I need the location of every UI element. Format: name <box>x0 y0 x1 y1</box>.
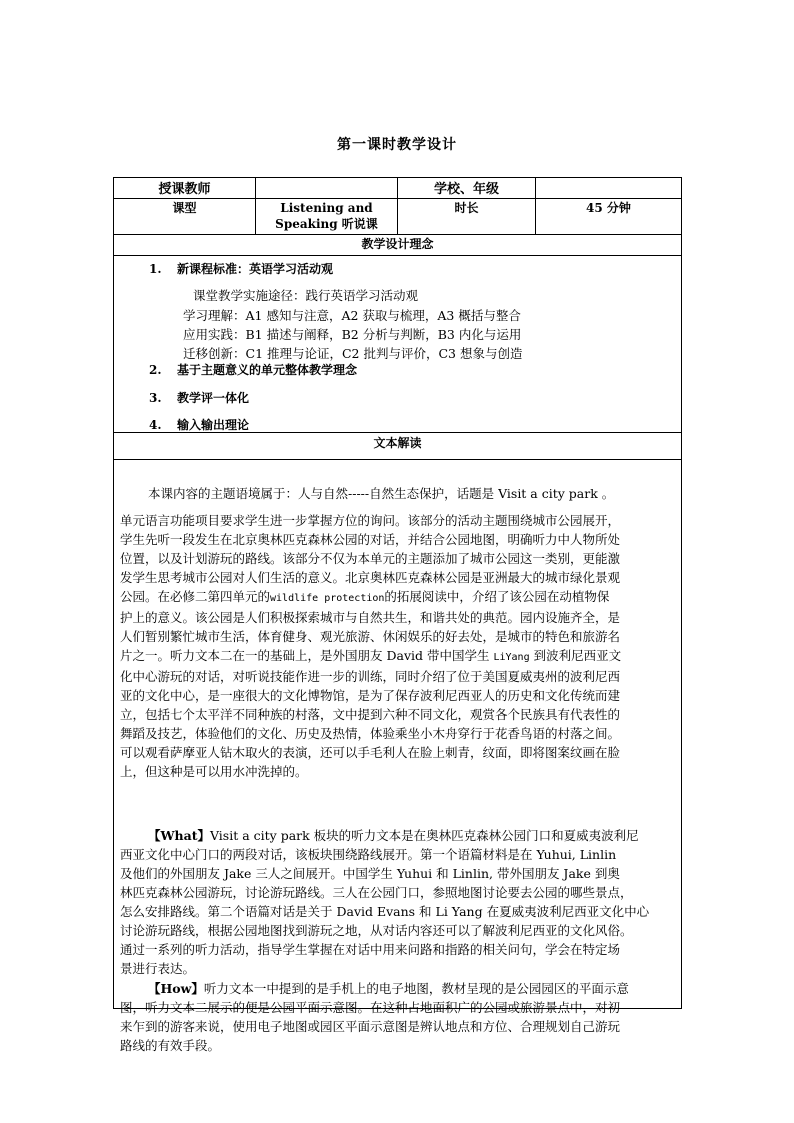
item-text: 输入输出理论 <box>177 418 250 432</box>
text-line: 通过一系列的听力活动，指导学生掌握在对话中用来问路和指路的相关问句，学会在特定场 <box>120 942 621 957</box>
text-line: 景进行表达。 <box>120 961 196 976</box>
text-line: 上，但这种是可以用水冲洗掉的。 <box>120 764 308 779</box>
page-title: 第一课时教学设计 <box>337 137 457 153</box>
lesson-type-label: 课型 <box>114 199 256 235</box>
duration-value: 45 分钟 <box>536 199 682 235</box>
philosophy-sub-line: 应用实践：B1 描述与阐释，B2 分析与判断，B3 内化与运用 <box>183 327 522 342</box>
text-fragment: 片之一。听力文本二在一的基础上，是外国朋友 David 带中国学生 <box>120 648 494 663</box>
table-row <box>114 433 682 460</box>
text-analysis-content <box>114 460 682 1053</box>
what-paragraph <box>120 826 676 978</box>
table-row <box>114 460 682 1009</box>
school-grade-label: 学校、年级 <box>398 178 536 199</box>
philosophy-sub-line: 迁移创新：C1 推理与论证，C2 批判与评价，C3 想象与创造 <box>183 346 523 361</box>
text-line: 护上的意义。该公园是人们积极探索城市与自然共生，和谐共处的典范。园内设施齐全，是 <box>120 610 621 625</box>
table-row <box>114 256 682 433</box>
liyang-term: LiYang <box>493 652 530 663</box>
item-number: 2. <box>149 363 162 377</box>
how-label: 【How】 <box>148 981 204 996</box>
text-line: 发学生思考城市公园对人们生活的意义。北京奥林匹克森林公园是亚洲最大的城市绿化景观 <box>120 570 621 585</box>
item-text: 基于主题意义的单元整体教学理念 <box>177 363 358 377</box>
lesson-type-value <box>256 199 398 235</box>
text-line: 亚的文化中心，是一座很大的文化博物馆，是为了保存波利尼西亚人的历史和文化传统而建 <box>120 688 621 703</box>
text-line <box>120 587 676 608</box>
text-fragment: 的拓展阅读中，介绍了该公园在动植物保 <box>384 589 610 604</box>
text-line: 讨论游玩路线，根据公园地图找到游玩之地，从对话内容还可以了解波利尼西亚的文化风俗。 <box>120 923 633 938</box>
table-row <box>114 178 682 199</box>
text-line: 怎么安排路线。第二个语篇对话是关于 David Evans 和 Li Yang 在夏威夷波利尼西亚文化中心 <box>120 904 650 919</box>
school-grade-value <box>536 178 682 199</box>
lesson-design-table <box>113 177 682 1053</box>
text-fragment: 到波利尼西亚文 <box>529 648 622 663</box>
paragraph-1 <box>120 511 676 781</box>
text-fragment: Visit a city park 板块的听力文本是在奥林匹克森林公园门口和夏威夷波利尼 <box>210 828 639 843</box>
lesson-type-line2: Speaking 听说课 <box>275 217 378 231</box>
text-line: 来乍到的游客来说，使用电子地图或园区平面示意图是辨认地点和方位、合理规划自己游玩 <box>120 1019 621 1034</box>
text-line: 图，听力文本二展示的便是公园平面示意图。在这种占地面积广的公园或旅游景点中，对初 <box>120 1000 621 1015</box>
text-line <box>120 646 676 667</box>
text-line: 位置，以及计划游玩的路线。该部分不仅为本单元的主题添加了城市公园这一类别，更能激 <box>120 551 621 566</box>
philosophy-item <box>149 361 357 378</box>
philosophy-sub-line: 学习理解：A1 感知与注意，A2 获取与梳理，A3 概括与整合 <box>183 308 521 323</box>
text-line: 西亚文化中心门口的两段对话，该板块围绕路线展开。第一个语篇材料是在 Yuhui, Linlin <box>120 847 617 862</box>
text-line: 立，包括七个太平洋不同种族的村落，文中提到六种不同文化，观赏各个民族具有代表性的 <box>120 707 621 722</box>
philosophy-content <box>114 256 682 433</box>
duration-label: 时长 <box>398 199 536 235</box>
philosophy-item <box>149 389 249 406</box>
philosophy-sub-line: 课堂教学实施途径：践行英语学习活动观 <box>193 288 419 303</box>
item-number: 4. <box>149 418 162 432</box>
text-line <box>120 979 676 998</box>
intro-paragraph: 本课内容的主题语境属于：人与自然-----自然生态保护，话题是 Visit a city park 。 <box>148 486 615 501</box>
text-line: 及他们的外国朋友 Jake 三人之间展开。中国学生 Yuhui 和 Linlin, 带外国朋友 Jake 到奥 <box>120 866 620 881</box>
teacher-label: 授课教师 <box>114 178 256 199</box>
philosophy-title: 教学设计理念 <box>114 235 682 256</box>
text-fragment: 公园。在必修二第四单元的 <box>120 589 271 604</box>
text-line <box>120 826 676 845</box>
text-fragment: 听力文本一中提到的是手机上的电子地图，教材呈现的是公园园区的平面示意 <box>203 981 629 996</box>
table-row <box>114 199 682 235</box>
text-line: 林匹克森林公园游玩，讨论游玩路线。三人在公园门口，参照地图讨论要去公园的哪些景点， <box>120 885 633 900</box>
text-line: 人们暂别繁忙城市生活，体育健身、观光旅游、休闲娱乐的好去处，是城市的特色和旅游名 <box>120 629 621 644</box>
how-paragraph <box>120 979 676 1055</box>
text-line: 路线的有效手段。 <box>120 1038 221 1053</box>
table-row <box>114 235 682 256</box>
text-line: 化中心游玩的对话，对听说技能作进一步的训练，同时介绍了位于美国夏威夷州的波利尼西 <box>120 669 621 684</box>
item-number: 3. <box>149 391 162 405</box>
text-line: 舞蹈及技艺，体验他们的文化、历史及热情，体验乘坐小木舟穿行于花香鸟语的村落之间。 <box>120 726 621 741</box>
item-number: 1. <box>149 262 162 276</box>
teacher-value <box>256 178 398 199</box>
lesson-type-line1: Listening and <box>280 201 373 215</box>
text-line: 单元语言功能项目要求学生进一步掌握方位的询问。该部分的活动主题围绕城市公园展开， <box>120 513 621 528</box>
what-label: 【What】 <box>148 828 210 843</box>
philosophy-item <box>149 416 249 433</box>
item-text: 新课程标准：英语学习活动观 <box>177 262 334 276</box>
philosophy-item <box>149 260 333 277</box>
text-line: 学生先听一段发生在北京奥林匹克森林公园的对话，并结合公园地图，明确听力中人物所处 <box>120 532 621 547</box>
wildlife-protection-term: wildlife protection <box>270 593 385 604</box>
text-line: 可以观看萨摩亚人钻木取火的表演，还可以手毛利人在脸上刺青，纹面，即将图案纹画在脸 <box>120 745 621 760</box>
text-analysis-title: 文本解读 <box>114 433 682 460</box>
item-text: 教学评一体化 <box>177 391 250 405</box>
